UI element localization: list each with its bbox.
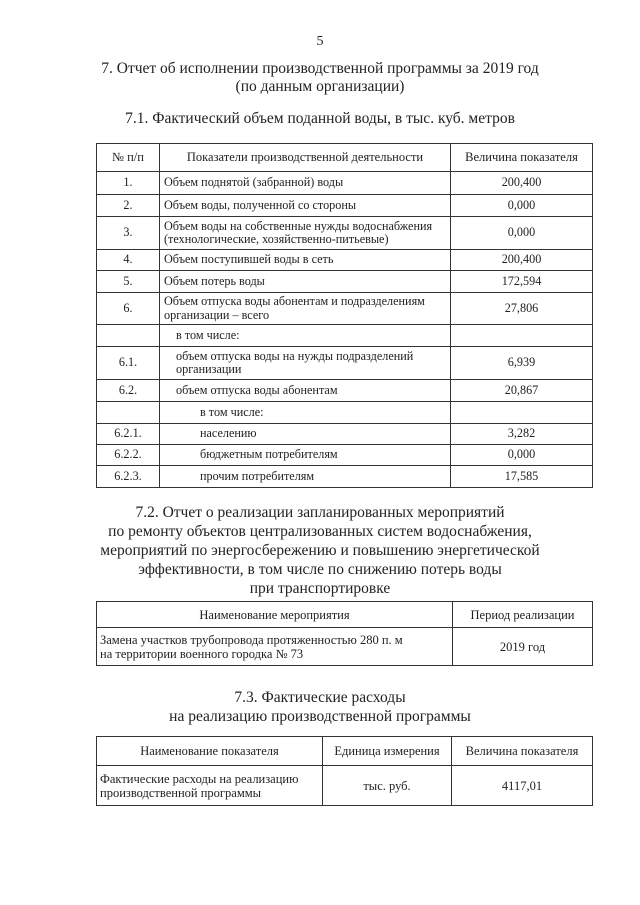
- row-num: [97, 325, 160, 347]
- expense-name-line: производственной программы: [100, 785, 262, 800]
- section-7-subtitle: (по данным организации): [235, 78, 405, 95]
- row-num: 2.: [97, 195, 160, 217]
- row-name: Объем отпуска воды абонентам и подразделениям организации – всего: [160, 293, 451, 325]
- row-name: населению: [160, 424, 451, 445]
- water-volume-table: [96, 143, 593, 488]
- activity-period: 2019 год: [453, 628, 593, 666]
- table-row: [97, 172, 593, 195]
- table-row: [97, 293, 593, 325]
- row-num: 3.: [97, 217, 160, 250]
- row-name: Объем поступившей воды в сеть: [160, 250, 451, 271]
- activity-name-line: Замена участков трубопровода протяженностью 280 п. м: [100, 632, 403, 647]
- activity-name-line: на территории военного городка № 73: [100, 646, 304, 661]
- row-name: Объем воды, полученной со стороны: [160, 195, 451, 217]
- page-number: 5: [316, 34, 324, 49]
- header-indicator-name: Наименование показателя: [97, 737, 323, 766]
- section-7-2-title-line: 7.2. Отчет о реализации запланированных мероприятий: [135, 504, 505, 521]
- row-num: 5.: [97, 271, 160, 293]
- table-row: [97, 466, 593, 488]
- row-num: 4.: [97, 250, 160, 271]
- row-value: 200,400: [451, 250, 593, 271]
- row-name: бюджетным потребителям: [160, 445, 451, 466]
- activities-table: [96, 601, 593, 666]
- table-row: [97, 402, 593, 424]
- row-value: [451, 402, 593, 424]
- header-unit: Единица измерения: [323, 737, 452, 766]
- table-row: [97, 195, 593, 217]
- row-value: 0,000: [451, 217, 593, 250]
- header-period: Период реализации: [453, 602, 593, 628]
- section-7-3-heading: [0, 688, 640, 726]
- section-7-1-title: 7.1. Фактический объем поданной воды, в тыс. куб. метров: [125, 110, 515, 127]
- section-7-heading: [0, 60, 640, 96]
- table-row: [97, 380, 593, 402]
- expense-unit: тыс. руб.: [323, 766, 452, 806]
- header-value: Величина показателя: [452, 737, 593, 766]
- row-num: 1.: [97, 172, 160, 195]
- row-value: 3,282: [451, 424, 593, 445]
- row-num: 6.1.: [97, 347, 160, 380]
- section-7-3-title: 7.3. Фактические расходы: [234, 689, 406, 706]
- row-name: прочим потребителям: [160, 466, 451, 488]
- row-num: 6.: [97, 293, 160, 325]
- table-header-row: [97, 144, 593, 172]
- header-indicator: Показатели производственной деятельности: [160, 144, 451, 172]
- row-name: Объем потерь воды: [160, 271, 451, 293]
- expense-value: 4117,01: [452, 766, 593, 806]
- table-row: [97, 250, 593, 271]
- row-value: 17,585: [451, 466, 593, 488]
- header-num: № п/п: [97, 144, 160, 172]
- expense-name-line: Фактические расходы на реализацию: [100, 771, 299, 786]
- table-row: [97, 628, 593, 666]
- row-num: [97, 402, 160, 424]
- table-header-row: [97, 602, 593, 628]
- table-row: [97, 347, 593, 380]
- section-7-title: 7. Отчет об исполнении производственной программы за 2019 год: [101, 60, 539, 77]
- row-name: Объем воды на собственные нужды водоснабжения (технологические, хозяйственно-питьевые): [160, 217, 451, 250]
- header-activity-name: Наименование мероприятия: [97, 602, 453, 628]
- row-num: 6.2.1.: [97, 424, 160, 445]
- row-name: в том числе:: [160, 402, 451, 424]
- row-name: в том числе:: [160, 325, 451, 347]
- table-row: [97, 325, 593, 347]
- row-value: 0,000: [451, 195, 593, 217]
- section-7-3-subtitle: на реализацию производственной программы: [169, 708, 471, 725]
- row-value: 200,400: [451, 172, 593, 195]
- row-name: объем отпуска воды абонентам: [160, 380, 451, 402]
- row-name: объем отпуска воды на нужды подразделений организации: [160, 347, 451, 380]
- table-row: [97, 217, 593, 250]
- row-num: 6.2.: [97, 380, 160, 402]
- row-value: 20,867: [451, 380, 593, 402]
- row-value: 6,939: [451, 347, 593, 380]
- table-row: [97, 271, 593, 293]
- header-value: Величина показателя: [451, 144, 593, 172]
- expense-name: [97, 766, 323, 806]
- table-header-row: [97, 737, 593, 766]
- section-7-2-title-line: при транспортировке: [249, 580, 391, 597]
- section-7-2-title-line: эффективности, в том числе по снижению потерь воды: [138, 561, 502, 578]
- row-num: 6.2.3.: [97, 466, 160, 488]
- row-value: 172,594: [451, 271, 593, 293]
- table-row: [97, 424, 593, 445]
- row-value: [451, 325, 593, 347]
- table-row: [97, 766, 593, 806]
- section-7-1-heading: [0, 110, 640, 128]
- row-value: 0,000: [451, 445, 593, 466]
- table-row: [97, 445, 593, 466]
- section-7-2-title-line: по ремонту объектов централизованных систем водоснабжения,: [108, 523, 532, 540]
- row-num: 6.2.2.: [97, 445, 160, 466]
- row-value: 27,806: [451, 293, 593, 325]
- activity-name: [97, 628, 453, 666]
- expenses-table: [96, 736, 593, 806]
- section-7-2-heading: [0, 503, 640, 598]
- section-7-2-title-line: мероприятий по энергосбережению и повышению энергетической: [100, 542, 540, 559]
- row-name: Объем поднятой (забранной) воды: [160, 172, 451, 195]
